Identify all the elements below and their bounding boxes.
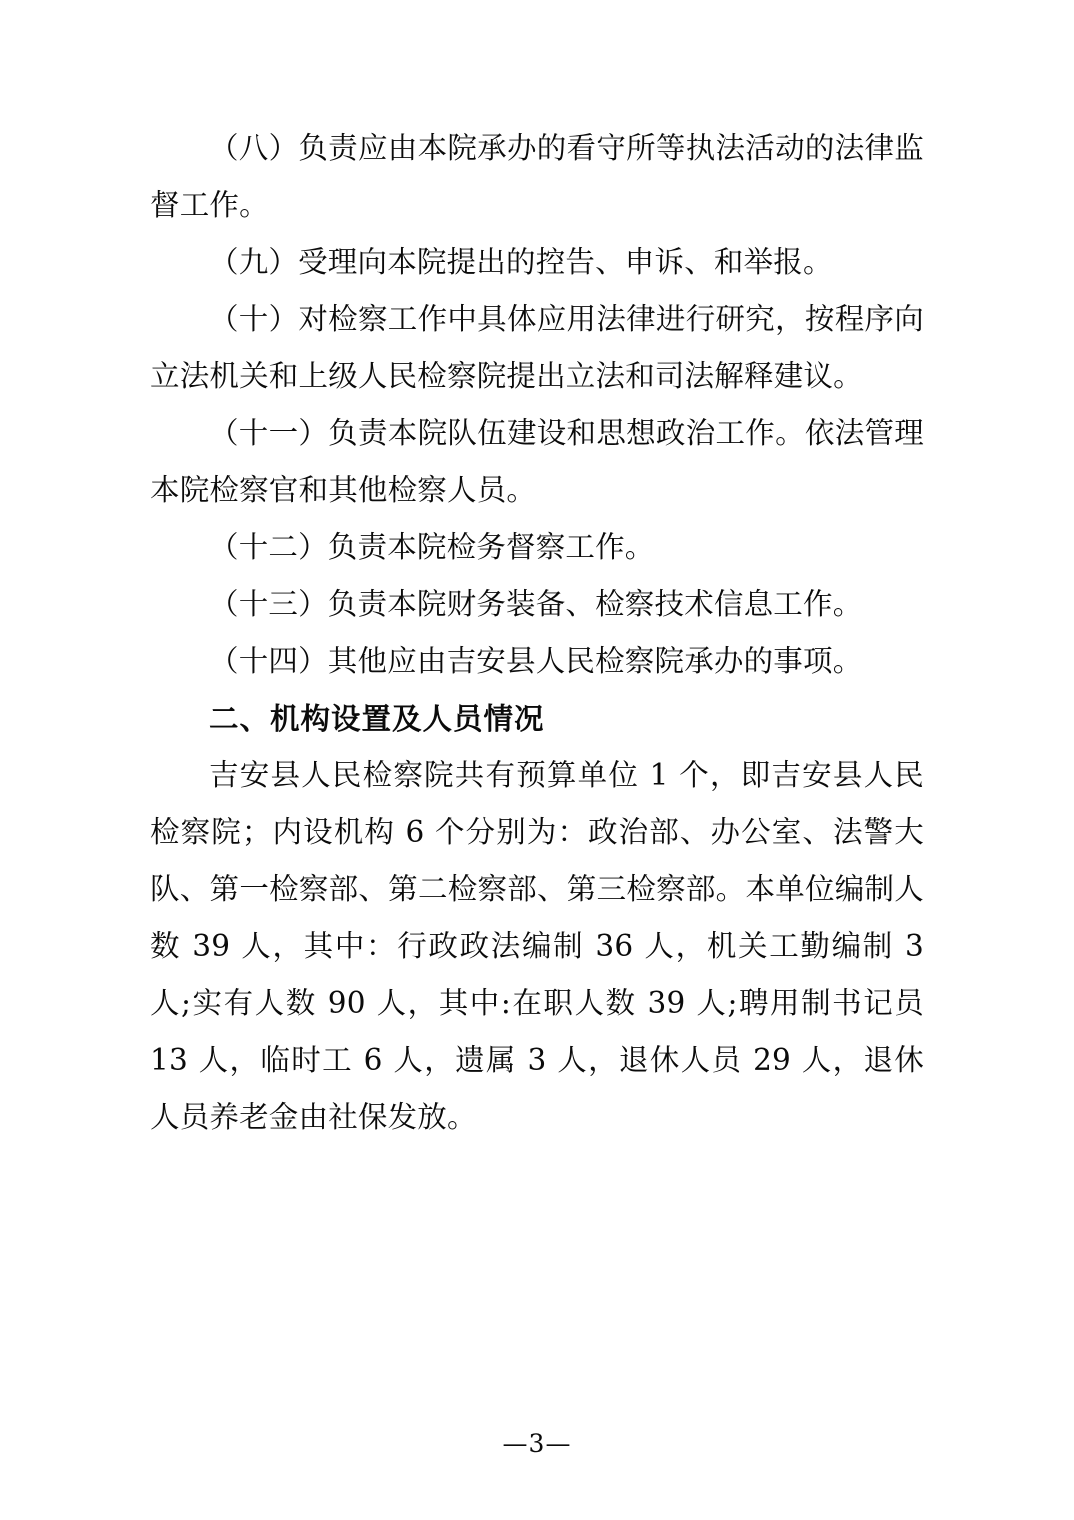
section-heading: 二、机构设置及人员情况 (209, 701, 545, 736)
list-item: （九）受理向本院提出的控告、申诉、和举报。 (209, 245, 833, 279)
page-number: —3— (502, 1429, 572, 1458)
list-item: （十）对检察工作中具体应用法律进行研究，按程序向立法机关和上级人民检察院提出立法和司法解释建议。 (150, 302, 924, 393)
section-paragraph: 吉安县人民检察院共有预算单位 1 个，即吉安县人民检察院；内设机构 6 个分别为：政治部、办公室、法警大队、第一检察部、第二检察部、第三检察部。本单位编制人数 39 人，其中：行政政法编制 36 人，机关工勤编制 3 人;实有人数 90 人，其中:在职人数 39 人;聘用制书记员 13 人，临时工 6 人，遗属 3 人，退休人员 29 人，退休人员养老金由社保发放。 (150, 758, 924, 1134)
list-item: （十四）其他应由吉安县人民检察院承办的事项。 (209, 644, 863, 678)
list-item: （十二）负责本院检务督察工作。 (209, 530, 655, 564)
document-body (150, 120, 924, 1146)
list-item: （八）负责应由本院承办的看守所等执法活动的法律监督工作。 (150, 131, 924, 222)
list-item: （十三）负责本院财务装备、检察技术信息工作。 (209, 587, 863, 621)
list-item: （十一）负责本院队伍建设和思想政治工作。依法管理本院检察官和其他检察人员。 (150, 416, 924, 507)
